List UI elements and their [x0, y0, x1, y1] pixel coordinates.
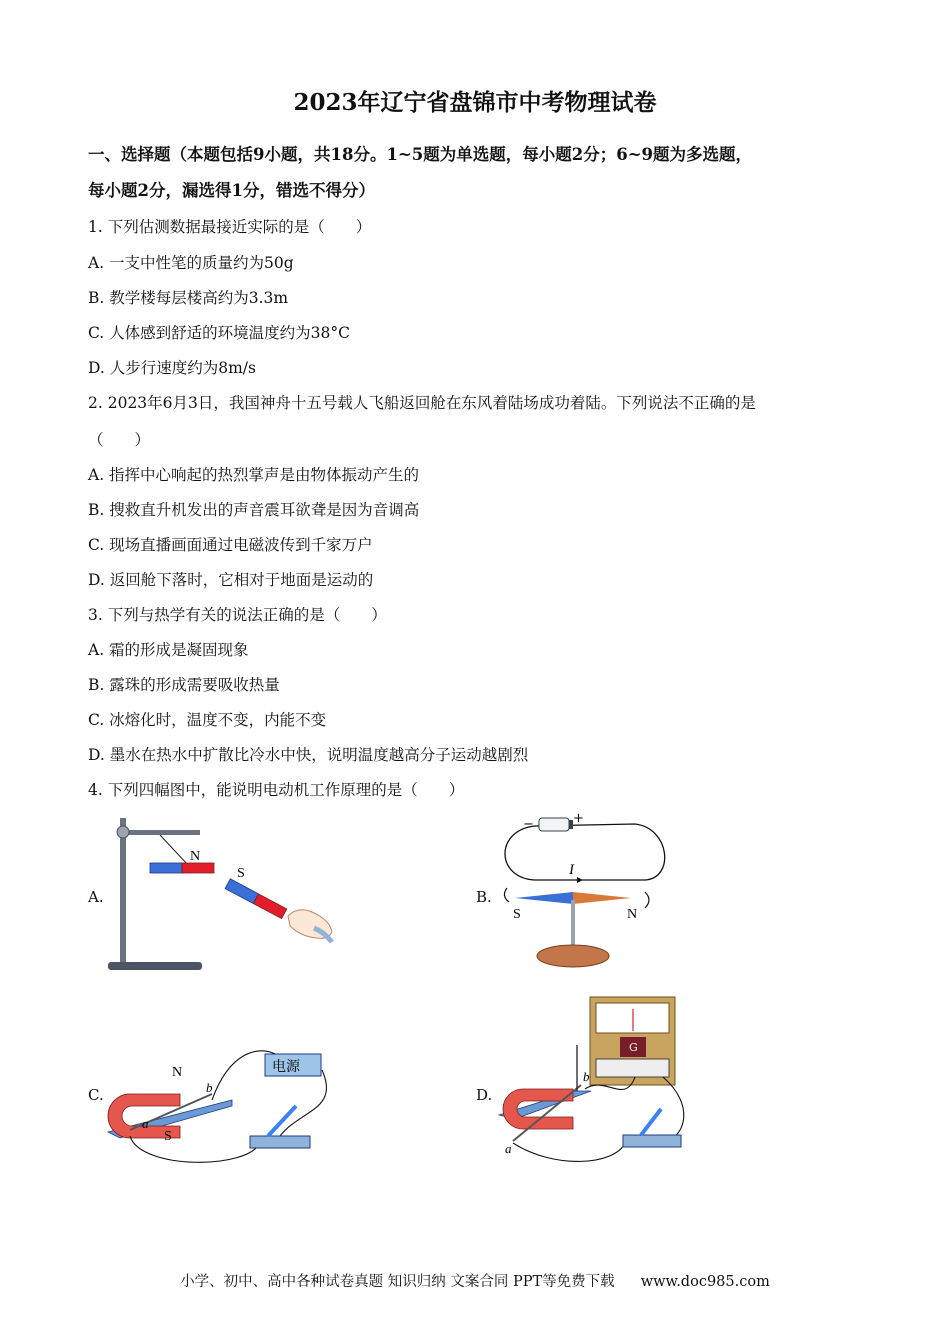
q1-stem: 1. 下列估测数据最接近实际的是（ ）	[88, 218, 372, 236]
rod-label-a: a	[142, 1116, 149, 1131]
needle-pivot-stand	[571, 900, 575, 950]
figure-label-c: C.	[88, 1086, 104, 1104]
label-n: N	[190, 849, 201, 864]
battery-minus: −	[523, 817, 534, 832]
needle-s-half	[515, 892, 573, 904]
section-heading-line2: 每小题2分，漏选得1分，错选不得分）	[88, 181, 375, 200]
q2-stem: 2. 2023年6月3日，我国神舟十五号载人飞船返回舱在东风着陆场成功着陆。下列说法不正确的是	[88, 394, 756, 412]
q2-option-c: C. 现场直播画面通过电磁波传到千家万户	[88, 536, 373, 554]
q2-stem-cont: （ ）	[88, 431, 151, 449]
stand-arm	[120, 830, 200, 835]
thread	[160, 835, 188, 865]
q4-stem: 4. 下列四幅图中，能说明电动机工作原理的是（ ）	[88, 781, 465, 799]
rod-label-b: b	[583, 1069, 590, 1084]
stand-pole	[120, 818, 126, 968]
q2-option-b: B. 搜救直升机发出的声音震耳欲聋是因为音调高	[88, 501, 420, 519]
current-arrow	[577, 877, 583, 883]
page-footer	[0, 1270, 950, 1291]
figure-a-suspended-magnet	[100, 810, 340, 980]
needle-label-n: N	[627, 907, 638, 922]
power-supply-label: 电源	[272, 1059, 300, 1075]
stand-base	[537, 945, 609, 967]
q3-option-c: C. 冰熔化时，温度不变，内能不变	[88, 711, 327, 729]
terminal-strip	[596, 1059, 669, 1077]
footer-url[interactable]: www.doc985.com	[640, 1274, 770, 1290]
q2-option-d: D. 返回舱下落时，它相对于地面是运动的	[88, 571, 374, 589]
needle-n-half	[573, 892, 631, 904]
switch-lever	[268, 1106, 296, 1136]
galvanometer-label-g: G	[629, 1041, 638, 1054]
label-s: S	[237, 866, 245, 881]
q1-option-c: C. 人体感到舒适的环境温度约为38°C	[88, 324, 350, 342]
wire-2	[280, 1070, 327, 1136]
wire-loop	[505, 824, 665, 880]
page-title: 2023年辽宁省盘锦市中考物理试卷	[293, 89, 657, 116]
magnet-label-s: S	[164, 1129, 172, 1144]
rotate-arrow-left-icon	[504, 888, 509, 902]
q1-option-d: D. 人步行速度约为8m/s	[88, 359, 256, 377]
figure-label-d: D.	[476, 1086, 493, 1104]
battery-icon	[539, 818, 569, 831]
q3-option-b: B. 露珠的形成需要吸收热量	[88, 676, 280, 694]
rod-label-b: b	[206, 1080, 213, 1095]
needle-label-s: S	[513, 907, 521, 922]
rod-label-a: a	[505, 1141, 512, 1156]
q1-option-a: A. 一支中性笔的质量约为50g	[88, 254, 294, 272]
stand-base	[108, 962, 202, 970]
hand-magnet-n-end	[253, 894, 286, 919]
wire-3	[513, 1143, 625, 1161]
current-label: I	[569, 862, 574, 878]
hand-magnet-s-end	[225, 879, 258, 904]
suspended-magnet-s-end	[150, 863, 182, 873]
wire-3	[130, 1136, 260, 1162]
switch-base	[250, 1136, 310, 1148]
wire-2	[663, 1077, 684, 1141]
battery-plus: +	[573, 811, 584, 826]
figure-d-generator	[495, 995, 695, 1170]
q2-option-a: A. 指挥中心响起的热烈掌声是由物体振动产生的	[88, 466, 420, 484]
figure-label-a: A.	[88, 888, 104, 906]
figure-c-motor	[100, 1040, 340, 1170]
footer-text: 小学、初中、高中各种试卷真题 知识归纳 文案合同 PPT等免费下载	[180, 1274, 615, 1290]
figure-b-oersted	[495, 808, 675, 978]
stand-clamp	[117, 826, 129, 838]
section-heading-line1: 一、选择题（本题包括9小题，共18分。1~5题为单选题，每小题2分；6~9题为多选题，	[88, 145, 752, 164]
rotate-arrow-right-icon	[645, 892, 649, 908]
magnet-label-n: N	[172, 1065, 183, 1080]
q3-stem: 3. 下列与热学有关的说法正确的是（ ）	[88, 606, 387, 624]
switch-base	[623, 1135, 681, 1147]
q1-option-b: B. 教学楼每层楼高约为3.3m	[88, 289, 289, 307]
figure-label-b: B.	[476, 888, 492, 906]
switch-lever	[641, 1109, 661, 1135]
q3-option-a: A. 霜的形成是凝固现象	[88, 641, 249, 659]
suspended-magnet-n-end	[182, 863, 214, 873]
q3-option-d: D. 墨水在热水中扩散比冷水中快，说明温度越高分子运动越剧烈	[88, 746, 529, 764]
